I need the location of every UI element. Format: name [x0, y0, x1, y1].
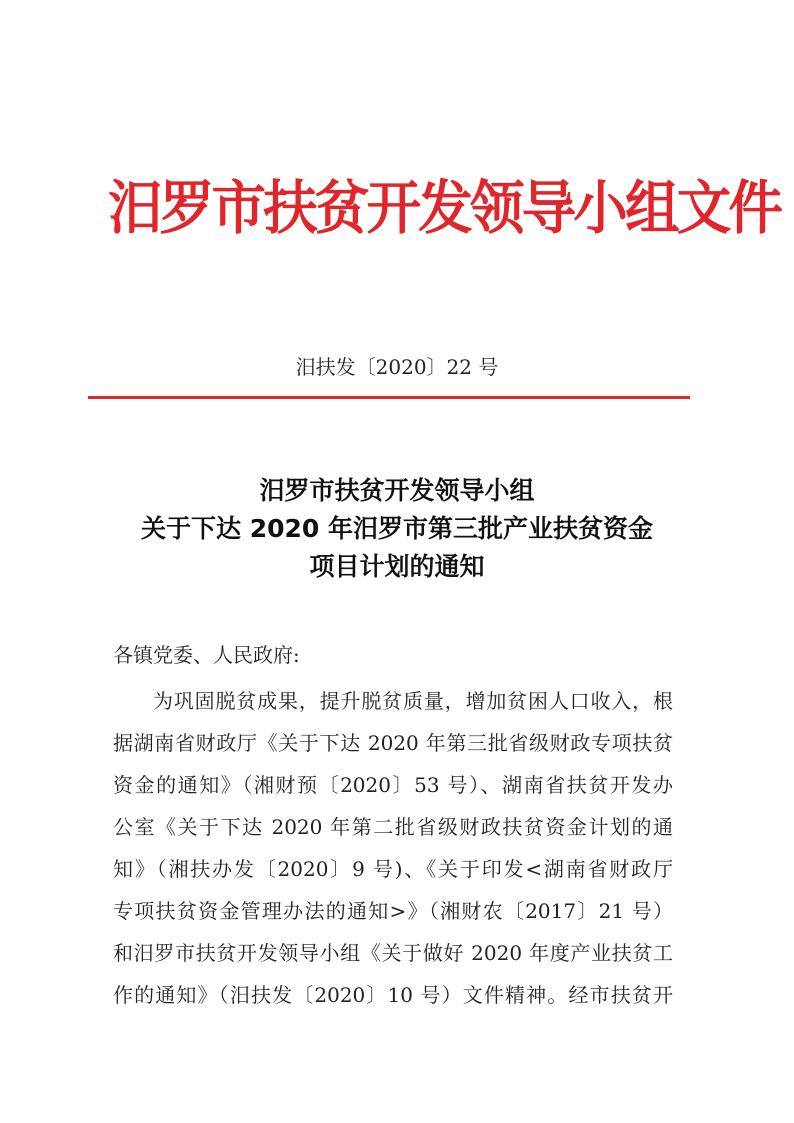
body-line: 资金的通知》（湘财预〔2020〕53 号）、湖南省扶贫开发办: [113, 773, 673, 797]
salutation: 各镇党委、人民政府:: [113, 643, 300, 667]
body-line: 为巩固脱贫成果，提升脱贫质量，增加贫困人口收入，根: [153, 689, 673, 713]
title-line-1: 汨罗市扶贫开发领导小组: [259, 476, 535, 505]
title-line-2: 关于下达 2020 年汨罗市第三批产业扶贫资金: [141, 514, 653, 543]
body-line: 专项扶贫资金管理办法的通知>》（湘财农〔2017〕21 号）: [113, 899, 673, 923]
title-line-3: 项目计划的通知: [309, 552, 485, 581]
body-line: 公室《关于下达 2020 年第二批省级财政扶贫资金计划的通: [113, 815, 673, 839]
body-line: 据湖南省财政厅《关于下达 2020 年第三批省级财政专项扶贫: [113, 731, 673, 755]
body-line: 和汨罗市扶贫开发领导小组《关于做好 2020 年度产业扶贫工: [113, 941, 673, 965]
notice-title: [60, 472, 734, 586]
body-paragraph: [113, 680, 673, 1016]
document-number: 汨扶发〔2020〕22 号: [295, 355, 499, 379]
org-header-title: 汨罗市扶贫开发领导小组文件: [108, 174, 781, 242]
red-separator-line: [88, 396, 690, 399]
body-line: 作的通知》（汨扶发〔2020〕10 号）文件精神。经市扶贫开: [113, 983, 673, 1007]
body-line: 知》（湘扶办发〔2020〕9 号)、《关于印发<湖南省财政厅: [113, 857, 673, 881]
